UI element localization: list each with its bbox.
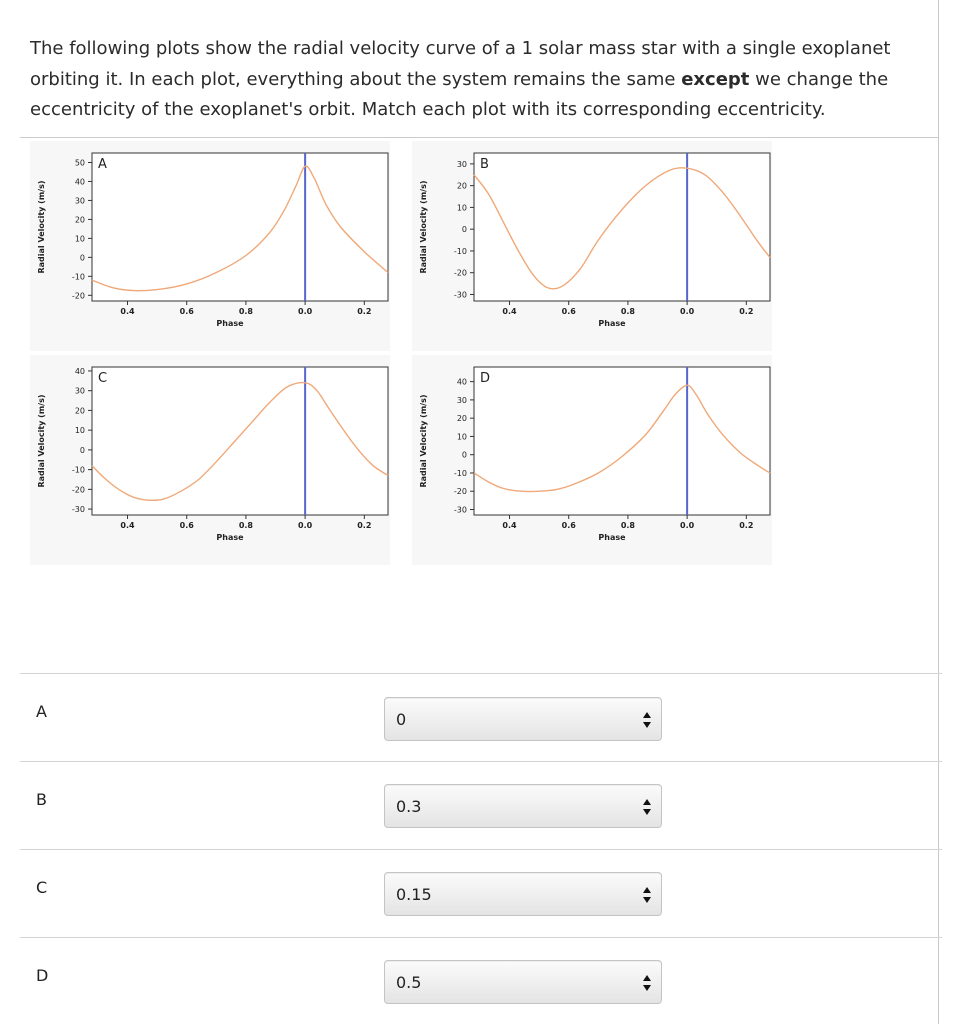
y-tick-label: -30 [71,505,85,515]
y-tick-label: 0 [461,450,467,460]
plot-area [92,367,388,515]
y-tick-label: 10 [74,426,85,436]
y-tick-label: 40 [74,177,85,187]
y-axis-label: Radial Velocity (m/s) [37,180,46,274]
plot-letter: D [480,371,491,386]
y-tick-label: 20 [74,406,85,416]
rv-chart-svg [30,355,390,565]
y-tick-label: 0 [461,225,467,235]
x-tick-label: 0.2 [739,307,754,316]
x-tick-label: 0.8 [238,521,254,530]
x-axis-label: Phase [216,319,244,328]
y-tick-label: 20 [456,414,467,424]
x-axis-label: Phase [598,319,626,328]
x-tick-label: 0.8 [238,307,254,316]
y-axis-label: Radial Velocity (m/s) [37,394,46,488]
y-tick-label: -20 [453,487,467,497]
x-tick-label: 0.6 [179,521,194,530]
y-tick-label: 20 [74,215,85,225]
y-tick-label: 30 [456,159,467,169]
y-tick-label: 10 [456,432,467,442]
y-tick-label: 30 [456,395,467,405]
y-tick-label: 0 [79,253,85,263]
x-tick-label: 0.6 [561,521,576,530]
x-tick-label: 0.2 [357,307,372,316]
question-emphasis: except [681,68,750,90]
eccentricity-select-b[interactable] [384,784,662,828]
x-axis-label: Phase [598,533,626,542]
x-tick-label: 0.4 [502,307,517,316]
y-tick-label: -10 [71,272,85,282]
row-label-b: B [36,790,47,809]
question-part-2: we change the eccentricity of the exoplanet's orbit. Match each plot with its corresponding eccentricity. [30,68,889,120]
y-tick-label: 30 [74,386,85,396]
question-divider [20,137,938,138]
y-tick-label: 50 [74,158,85,168]
eccentricity-select-c[interactable] [384,872,662,916]
row-divider [20,937,942,938]
x-tick-label: 0.6 [179,307,194,316]
x-tick-label: 0.4 [120,521,135,530]
x-tick-label: 0.0 [680,307,695,316]
y-tick-label: -10 [453,246,467,256]
question-text [30,34,910,126]
y-tick-label: -20 [71,291,85,301]
plot-letter: B [480,157,489,172]
row-label-a: A [36,702,47,721]
rv-chart-svg [412,141,772,351]
x-tick-label: 0.2 [739,521,754,530]
y-tick-label: -10 [453,468,467,478]
y-tick-label: -20 [71,485,85,495]
y-tick-label: 40 [74,366,85,376]
select-value: 0.5 [396,973,422,992]
y-tick-label: 10 [74,234,85,244]
up-down-arrows-icon [642,711,652,729]
x-tick-label: 0.0 [298,521,313,530]
rv-plot-c [30,355,390,565]
plot-letter: C [98,371,108,386]
y-tick-label: 40 [456,377,467,387]
eccentricity-select-d[interactable] [384,960,662,1004]
y-tick-label: 10 [456,203,467,213]
y-tick-label: -10 [71,465,85,475]
x-tick-label: 0.6 [561,307,576,316]
question-part-1: The following plots show the radial velocity curve of a 1 solar mass star with a single exoplanet orbiting it. In each plot, everything about the system remains the same [30,38,891,90]
up-down-arrows-icon [642,974,652,992]
x-tick-label: 0.0 [680,521,695,530]
plot-area [92,153,388,301]
y-axis-label: Radial Velocity (m/s) [419,394,428,488]
x-tick-label: 0.8 [620,521,636,530]
row-label-d: D [36,966,49,985]
plot-letter: A [98,157,107,172]
rv-chart-svg [412,355,772,565]
x-tick-label: 0.4 [120,307,135,316]
x-tick-label: 0.4 [502,521,517,530]
plot-area [474,367,770,515]
x-tick-label: 0.0 [298,307,313,316]
x-tick-label: 0.2 [357,521,372,530]
x-tick-label: 0.8 [620,307,636,316]
row-label-c: C [36,878,48,897]
select-value: 0.3 [396,797,422,816]
select-value: 0.15 [396,885,432,904]
up-down-arrows-icon [642,886,652,904]
select-value: 0 [396,710,407,729]
y-tick-label: -20 [453,268,467,278]
row-divider [20,673,942,674]
rv-plot-a [30,141,390,351]
y-axis-label: Radial Velocity (m/s) [419,180,428,274]
row-divider [20,761,942,762]
rv-chart-svg [30,141,390,351]
eccentricity-select-a[interactable] [384,697,662,741]
y-tick-label: 30 [74,196,85,206]
rv-plot-d [412,355,772,565]
y-tick-label: 20 [456,181,467,191]
y-tick-label: 0 [79,445,85,455]
row-divider [20,849,942,850]
plot-area [474,153,770,301]
y-tick-label: -30 [453,290,467,300]
rv-plot-b [412,141,772,351]
y-tick-label: -30 [453,505,467,515]
up-down-arrows-icon [642,798,652,816]
x-axis-label: Phase [216,533,244,542]
